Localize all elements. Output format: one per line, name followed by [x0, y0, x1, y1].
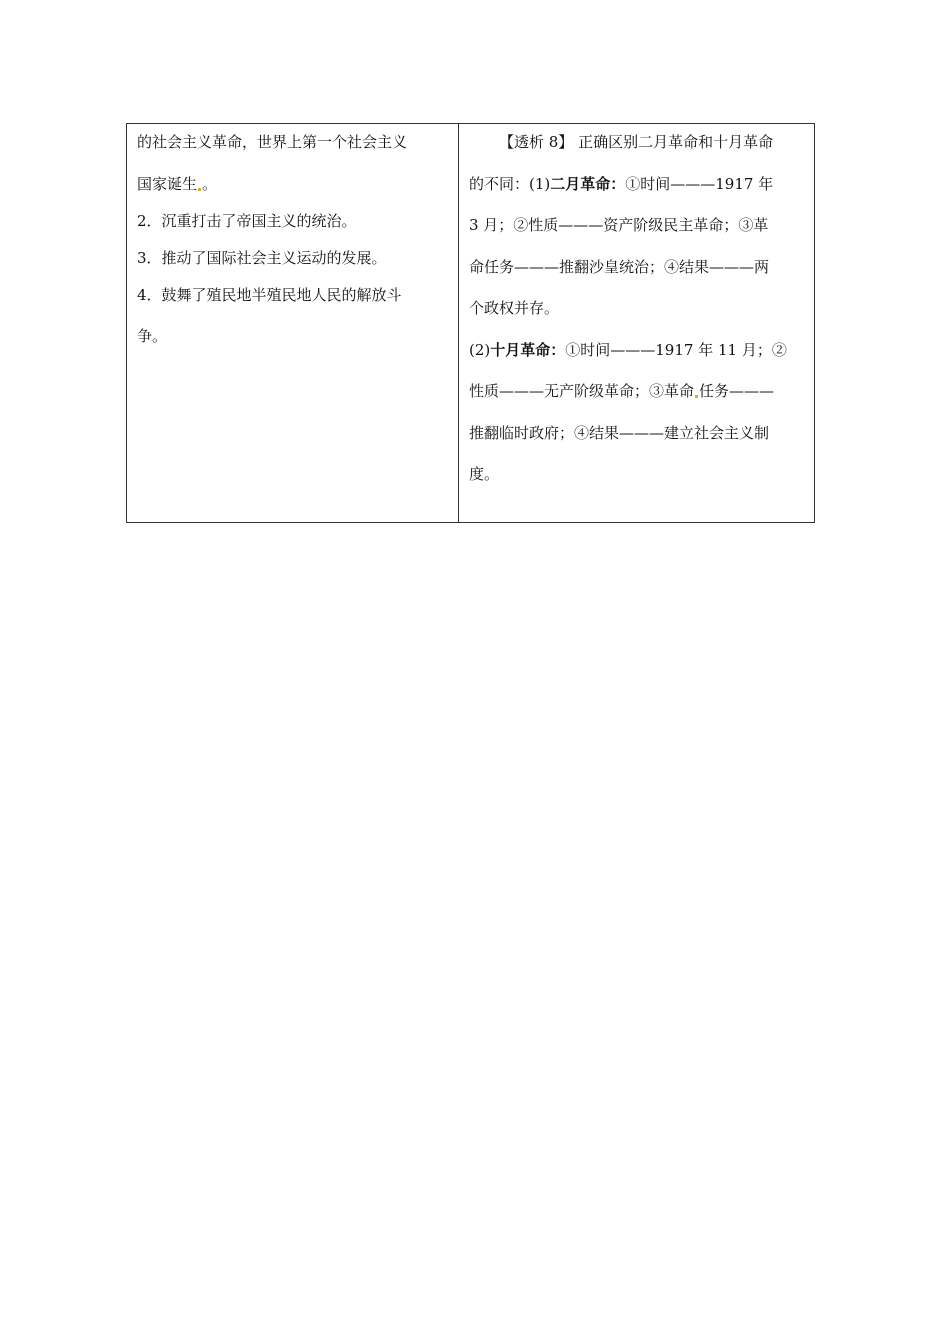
- text-span: 3．推动了国际社会主义运动的发展。: [137, 248, 387, 267]
- point-4-line-2: [137, 321, 448, 363]
- text-span: 。: [202, 174, 218, 193]
- right-line-2: [469, 169, 806, 211]
- content-table: [126, 123, 815, 523]
- february-revolution-label: 二月革命：: [550, 174, 626, 193]
- left-line-1: [137, 127, 448, 169]
- text-span: 推翻临时政府；④结果———建立社会主义制: [469, 423, 770, 442]
- right-cell: [459, 124, 814, 522]
- text-span: 个政权并存。: [469, 299, 560, 317]
- edit-mark-icon: [198, 188, 201, 191]
- right-line-3: [469, 210, 806, 252]
- october-revolution-label: 十月革命：: [490, 340, 566, 359]
- text-span: ①时间———1917 年: [625, 174, 774, 193]
- text-span: 2．沉重打击了帝国主义的统治。: [137, 211, 357, 230]
- point-3: [137, 243, 448, 280]
- text-span: 国家诞生: [137, 174, 198, 193]
- text-span: 性质———无产阶级革命；③革命: [469, 382, 695, 400]
- point-2: [137, 206, 448, 243]
- edit-mark-icon: [695, 395, 698, 398]
- text-span: 度。: [469, 465, 500, 483]
- right-line-1: [469, 127, 806, 169]
- text-span: 任务———: [699, 382, 775, 400]
- analysis-heading: 【透析 8】: [499, 133, 574, 151]
- text-span: 4．鼓舞了殖民地半殖民地人民的解放斗: [137, 285, 402, 304]
- right-line-4: [469, 252, 806, 294]
- right-line-9: [469, 459, 806, 501]
- text-span: 的不同：(1): [469, 174, 551, 193]
- right-line-6: [469, 335, 806, 377]
- text-span: 的社会主义革命，世界上第一个社会主义: [137, 133, 408, 151]
- text-span: ①时间———1917 年 11 月；②: [565, 340, 787, 359]
- text-span: (2): [469, 340, 491, 359]
- right-line-8: [469, 418, 806, 460]
- left-cell: [127, 124, 459, 522]
- left-line-2: [137, 169, 448, 206]
- right-line-7: [469, 376, 806, 418]
- text-span: 3 月；②性质———资产阶级民主革命；③革: [469, 216, 769, 234]
- point-4-line-1: [137, 280, 448, 322]
- right-line-5: [469, 293, 806, 335]
- text-span: 命任务———推翻沙皇统治；④结果———两: [469, 257, 770, 276]
- text-span: 正确区别二月革命和十月革命: [573, 133, 774, 151]
- text-span: 争。: [137, 327, 168, 345]
